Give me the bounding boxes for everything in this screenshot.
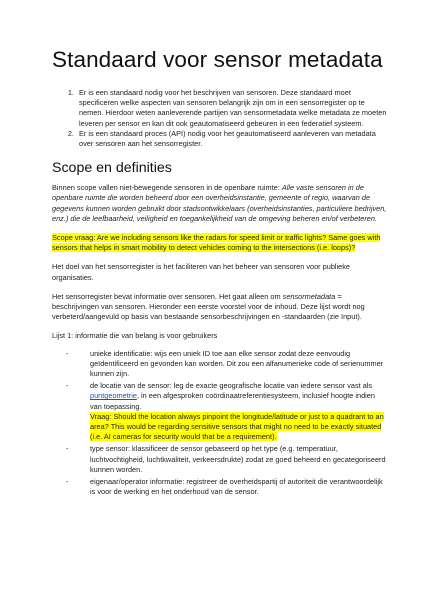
scope-intro-paragraph xyxy=(52,183,387,224)
scope-heading: Scope en definities xyxy=(52,160,172,177)
document-title: Standaard voor sensor metadata xyxy=(52,47,383,72)
location-text-post: , in een afgesproken coördinaatreferentiesysteem, inclusief hoogte indien van toepassing. xyxy=(90,391,375,411)
puntgeometrie-link[interactable]: puntgeometrie xyxy=(90,391,137,401)
register-paragraph xyxy=(52,292,387,323)
register-italic: sensormetadata xyxy=(282,291,336,301)
requirement-item: 1. Er is een standaard nodig voor het beschrijven van sensoren. Deze standaard moet specificeren welke aspecten van sensoren belangrijk zijn om in een sensorregister op te nemen. Hierdoor weten aanleverende partijen van sensormetadata welke metadata ze moeten leveren per sensor en kan dit ook geautomatiseerd gebeuren in een federatief systeem. xyxy=(76,88,387,129)
list-label: Lijst 1: informatie die van belang is voor gebruikers xyxy=(52,331,218,341)
goal-paragraph: Het doel van het sensorregister is het faciliteren van het beheer van sensoren voor publieke organisaties. xyxy=(52,262,351,282)
scope-intro-text: Binnen scope vallen niet-bewegende sensoren in de openbare ruimte: xyxy=(52,183,280,193)
list-item-type: - type sensor: klassificeer de sensor gebaseerd op het type (e.g. temperatuur, luchtvochtigheid, luchtkwaliteit, verkeersdrukte) zodat ze goed beheerd en gecategoriseerd kunnen worden. xyxy=(76,444,387,475)
location-text-pre: de locatie van de sensor: leg de exacte geografische locatie van iedere sensor vast als xyxy=(90,381,373,391)
scope-question-highlight: Scope vraag: Are we including sensors like the radars for speed limit or traffic lights? Same goes with sensors that helps in smart mobility to detect vehicles coming to the intersections (i.e. loops)? xyxy=(52,233,381,253)
location-question-highlight: Vraag: Should the location always pinpoint the longitude/latitude or just to a quadrant to an area? This would be regarding sensitive sensors that might no need to be exactly situated (i.e. AI cameras for security would that be a requirement). xyxy=(90,411,384,442)
list-item-owner: - eigenaar/operator informatie: registreer de overheidspartij of autoriteit die verantwoordelijk is voor de werking en het onderhoud van de sensor. xyxy=(76,477,387,497)
scope-intro-italic: Alle vaste sensoren in de openbare ruimte die worden beheerd door een overheidsinstantie, gemeente of regio, waarvan de gegevens kunnen worden gebruikt door stadsontwikkelaars (overheidsinstanties, particuliere bedrijven, enz.) die de leefbaarheid, veiligheid en toegankelijkheid van de omgeving beheren en/of verbeteren. xyxy=(52,183,387,223)
requirement-item: 2. Er is een standaard proces (API) nodig voor het geautomatiseerd aanleveren van metadata over sensoren aan het sensorregister. xyxy=(76,129,387,149)
list-item-location xyxy=(76,381,387,442)
register-text-2: = beschrijvingen van sensoren. Hieronder een eerste voorstel voor de inhoud. Deze lijst wordt nog verbeterd/aangevuld op basis van bestaande sensorbeschrijvingen en -standaarden (zie Input). xyxy=(52,291,365,322)
register-text-1: Het sensorregister bevat informatie over sensoren. Het gaat alleen om xyxy=(52,291,281,301)
metadata-list xyxy=(52,349,387,498)
scope-question-paragraph xyxy=(52,233,387,253)
list-item-id: - unieke identificatie: wijs een uniek ID toe aan elke sensor zodat deze eenvoudig geïdentificeerd en gevonden kan worden. Dit zou een alfanumerieke code of serienummer kunnen zijn. xyxy=(76,349,387,380)
requirements-list xyxy=(52,88,387,149)
